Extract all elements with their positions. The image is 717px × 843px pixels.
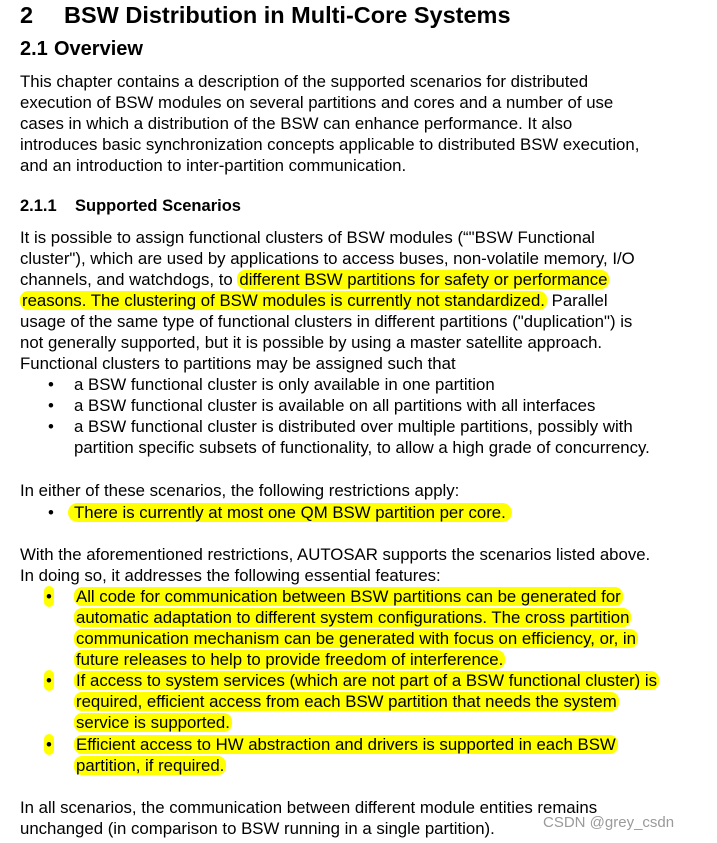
heading-1-title: BSW Distribution in Multi-Core Systems: [64, 2, 511, 28]
highlighted-text: partition, if required.: [76, 756, 225, 775]
text-line: and an introduction to inter-partition communication.: [20, 156, 407, 175]
list-item: a BSW functional cluster is available on all partitions with all interfaces: [74, 396, 596, 415]
bullet-icon: •: [48, 375, 54, 394]
text-line: introduces basic synchronization concepts applicable to distributed BSW execution,: [20, 135, 640, 154]
list-item: [74, 734, 618, 755]
highlighted-text: Efficient access to HW abstraction and drivers is supported in each BSW: [76, 735, 616, 754]
bullet-icon: •: [48, 503, 54, 522]
list-item: a BSW functional cluster is only available in one partition: [74, 375, 495, 394]
text-line: It is possible to assign functional clusters of BSW modules (“"BSW Functional: [20, 228, 595, 247]
text-line: With the aforementioned restrictions, AUTOSAR supports the scenarios listed above.: [20, 545, 651, 564]
highlighted-text: automatic adaptation to different system configurations. The cross partition: [76, 608, 630, 627]
list-item: [74, 502, 512, 523]
plain-text: channels, and watchdogs, to: [20, 270, 238, 289]
bullet-icon: •: [46, 671, 52, 690]
list-item: [74, 670, 659, 691]
list-item: a BSW functional cluster is distributed over multiple partitions, possibly with: [74, 417, 633, 436]
bullet-icon: •: [48, 396, 54, 415]
text-line: This chapter contains a description of the supported scenarios for distributed: [20, 72, 589, 91]
text-line: cluster"), which are used by applications to access buses, non-volatile memory, I/O: [20, 249, 635, 268]
highlighted-text: different BSW partitions for safety or performance: [239, 270, 608, 289]
heading-2-number: 2.1: [20, 38, 48, 60]
text-line: In doing so, it addresses the following essential features:: [20, 566, 441, 585]
list-item: [74, 586, 623, 607]
text-line: [20, 290, 608, 311]
text-line: not generally supported, but it is possible by using a master satellite approach.: [20, 333, 603, 352]
bullet-icon: •: [48, 417, 54, 436]
bullet-icon: •: [46, 587, 52, 606]
heading-2: [20, 38, 143, 61]
text-line: unchanged (in comparison to BSW running in a single partition).: [20, 819, 495, 838]
heading-2-title: Overview: [54, 38, 143, 60]
text-line: cases in which a distribution of the BSW can enhance performance. It also: [20, 114, 573, 133]
bullet-icon: •: [46, 735, 52, 754]
restrictions-intro: In either of these scenarios, the following restrictions apply:: [20, 481, 460, 500]
watermark: CSDN @grey_csdn: [543, 814, 675, 831]
list-item-continuation: [74, 607, 631, 628]
list-item-continuation: partition specific subsets of functionality, to allow a high grade of concurrency.: [74, 438, 650, 457]
highlighted-text: future releases to help to provide freedom of interference.: [76, 650, 504, 669]
heading-1: [20, 2, 511, 29]
list-item-continuation: [74, 691, 619, 712]
heading-3-title: Supported Scenarios: [75, 197, 241, 215]
heading-3-number: 2.1.1: [20, 197, 57, 215]
highlighted-text: required, efficient access from each BSW partition that needs the system: [76, 692, 617, 711]
highlighted-text: communication mechanism can be generated with focus on efficiency, or, in: [76, 629, 636, 648]
highlighted-text: There is currently at most one QM BSW partition per core.: [68, 503, 512, 522]
text-line: Functional clusters to partitions may be assigned such that: [20, 354, 456, 373]
text-line: execution of BSW modules on several partitions and cores and a number of use: [20, 93, 614, 112]
list-item-continuation: [74, 649, 505, 670]
heading-1-number: 2: [20, 2, 34, 28]
highlighted-text: All code for communication between BSW partitions can be generated for: [76, 587, 621, 606]
plain-text: Parallel: [546, 291, 608, 310]
text-line: In all scenarios, the communication between different module entities remains: [20, 798, 598, 817]
list-item-continuation: [74, 755, 226, 776]
text-line: [20, 269, 609, 290]
highlighted-text: If access to system services (which are not part of a BSW functional cluster) is: [76, 671, 658, 690]
text-line: usage of the same type of functional clusters in different partitions ("duplication") is: [20, 312, 633, 331]
highlighted-text: reasons. The clustering of BSW modules is currently not standardized.: [22, 291, 545, 310]
highlighted-text: service is supported.: [76, 713, 230, 732]
heading-3: [20, 197, 241, 216]
list-item-continuation: [74, 628, 638, 649]
list-item-continuation: [74, 712, 232, 733]
